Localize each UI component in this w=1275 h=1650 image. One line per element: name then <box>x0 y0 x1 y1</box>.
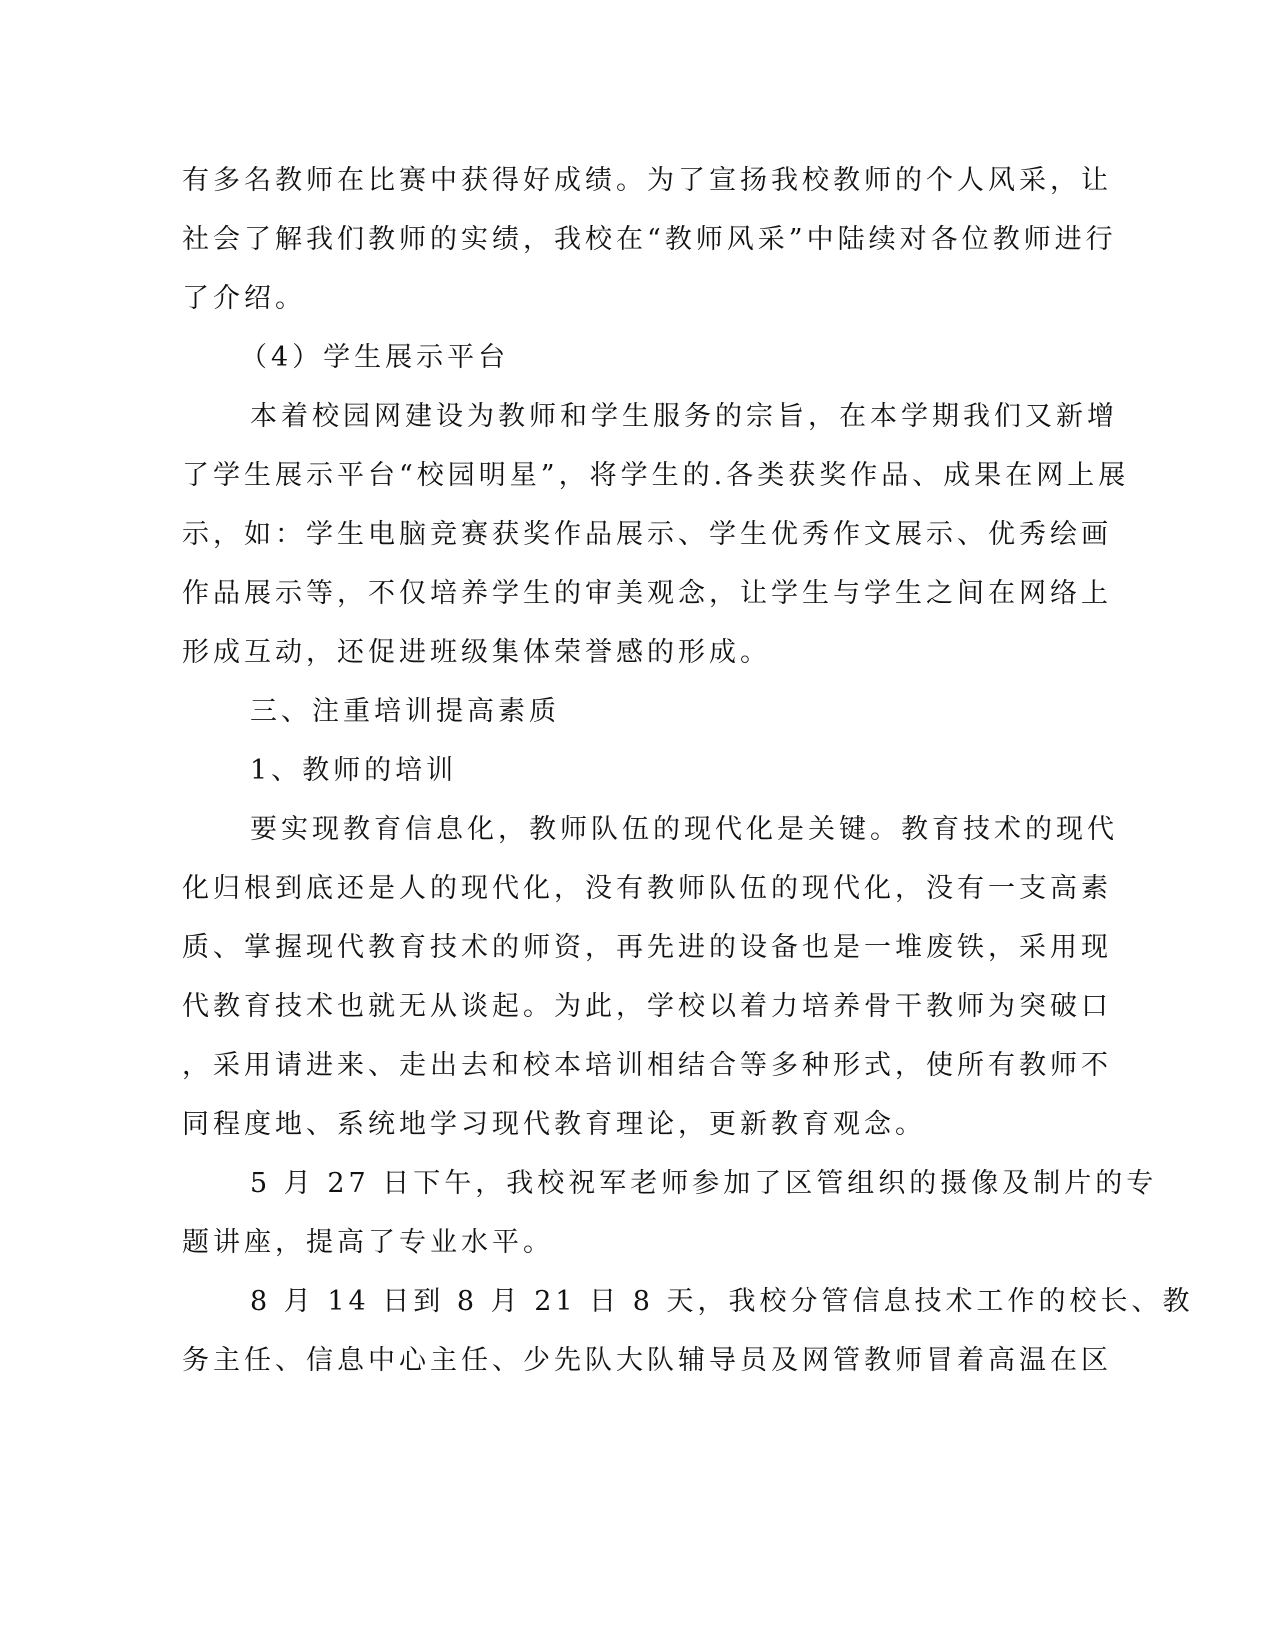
body-text-line: 了学生展示平台“校园明星”，将学生的.各类获奖作品、成果在网上展 <box>182 460 1130 491</box>
body-text-line: 有多名教师在比赛中获得好成绩。为了宣扬我校教师的个人风采，让 <box>182 165 1112 196</box>
body-text-line: 作品展示等，不仅培养学生的审美观念，让学生与学生之间在网络上 <box>182 578 1112 609</box>
body-text-line: 了介绍。 <box>182 283 306 314</box>
body-text-line: 题讲座，提高了专业水平。 <box>182 1227 554 1258</box>
body-text-line: 本着校园网建设为教师和学生服务的宗旨，在本学期我们又新增 <box>250 401 1118 432</box>
body-text-line: 示，如：学生电脑竞赛获奖作品展示、学生优秀作文展示、优秀绘画 <box>182 519 1112 550</box>
section-heading: 三、注重培训提高素质 <box>250 696 560 727</box>
body-text-line: 代教育技术也就无从谈起。为此，学校以着力培养骨干教师为突破口 <box>182 991 1112 1022</box>
body-text-line: 同程度地、系统地学习现代教育理论，更新教育观念。 <box>182 1109 926 1140</box>
body-text-line: 8 月 14 日到 8 月 21 日 8 天，我校分管信息技术工作的校长、教 <box>250 1286 1194 1317</box>
body-text-line: 质、掌握现代教育技术的师资，再先进的设备也是一堆废铁，采用现 <box>182 932 1112 963</box>
body-text-line: 化归根到底还是人的现代化，没有教师队伍的现代化，没有一支高素 <box>182 873 1112 904</box>
body-text-line: 社会了解我们教师的实绩，我校在“教师风采”中陆续对各位教师进行 <box>182 224 1117 255</box>
body-text-line: 要实现教育信息化，教师队伍的现代化是关键。教育技术的现代 <box>250 814 1118 845</box>
subsection-heading: （4）学生展示平台 <box>240 342 510 373</box>
subsection-heading: 1、教师的培训 <box>250 755 458 786</box>
body-text-line: ，采用请进来、走出去和校本培训相结合等多种形式，使所有教师不 <box>182 1050 1112 1081</box>
body-text-line: 形成互动，还促进班级集体荣誉感的形成。 <box>182 637 771 668</box>
body-text-line: 务主任、信息中心主任、少先队大队辅导员及网管教师冒着高温在区 <box>182 1345 1112 1376</box>
body-text-line: 5 月 27 日下午，我校祝军老师参加了区管组织的摄像及制片的专 <box>250 1168 1158 1199</box>
